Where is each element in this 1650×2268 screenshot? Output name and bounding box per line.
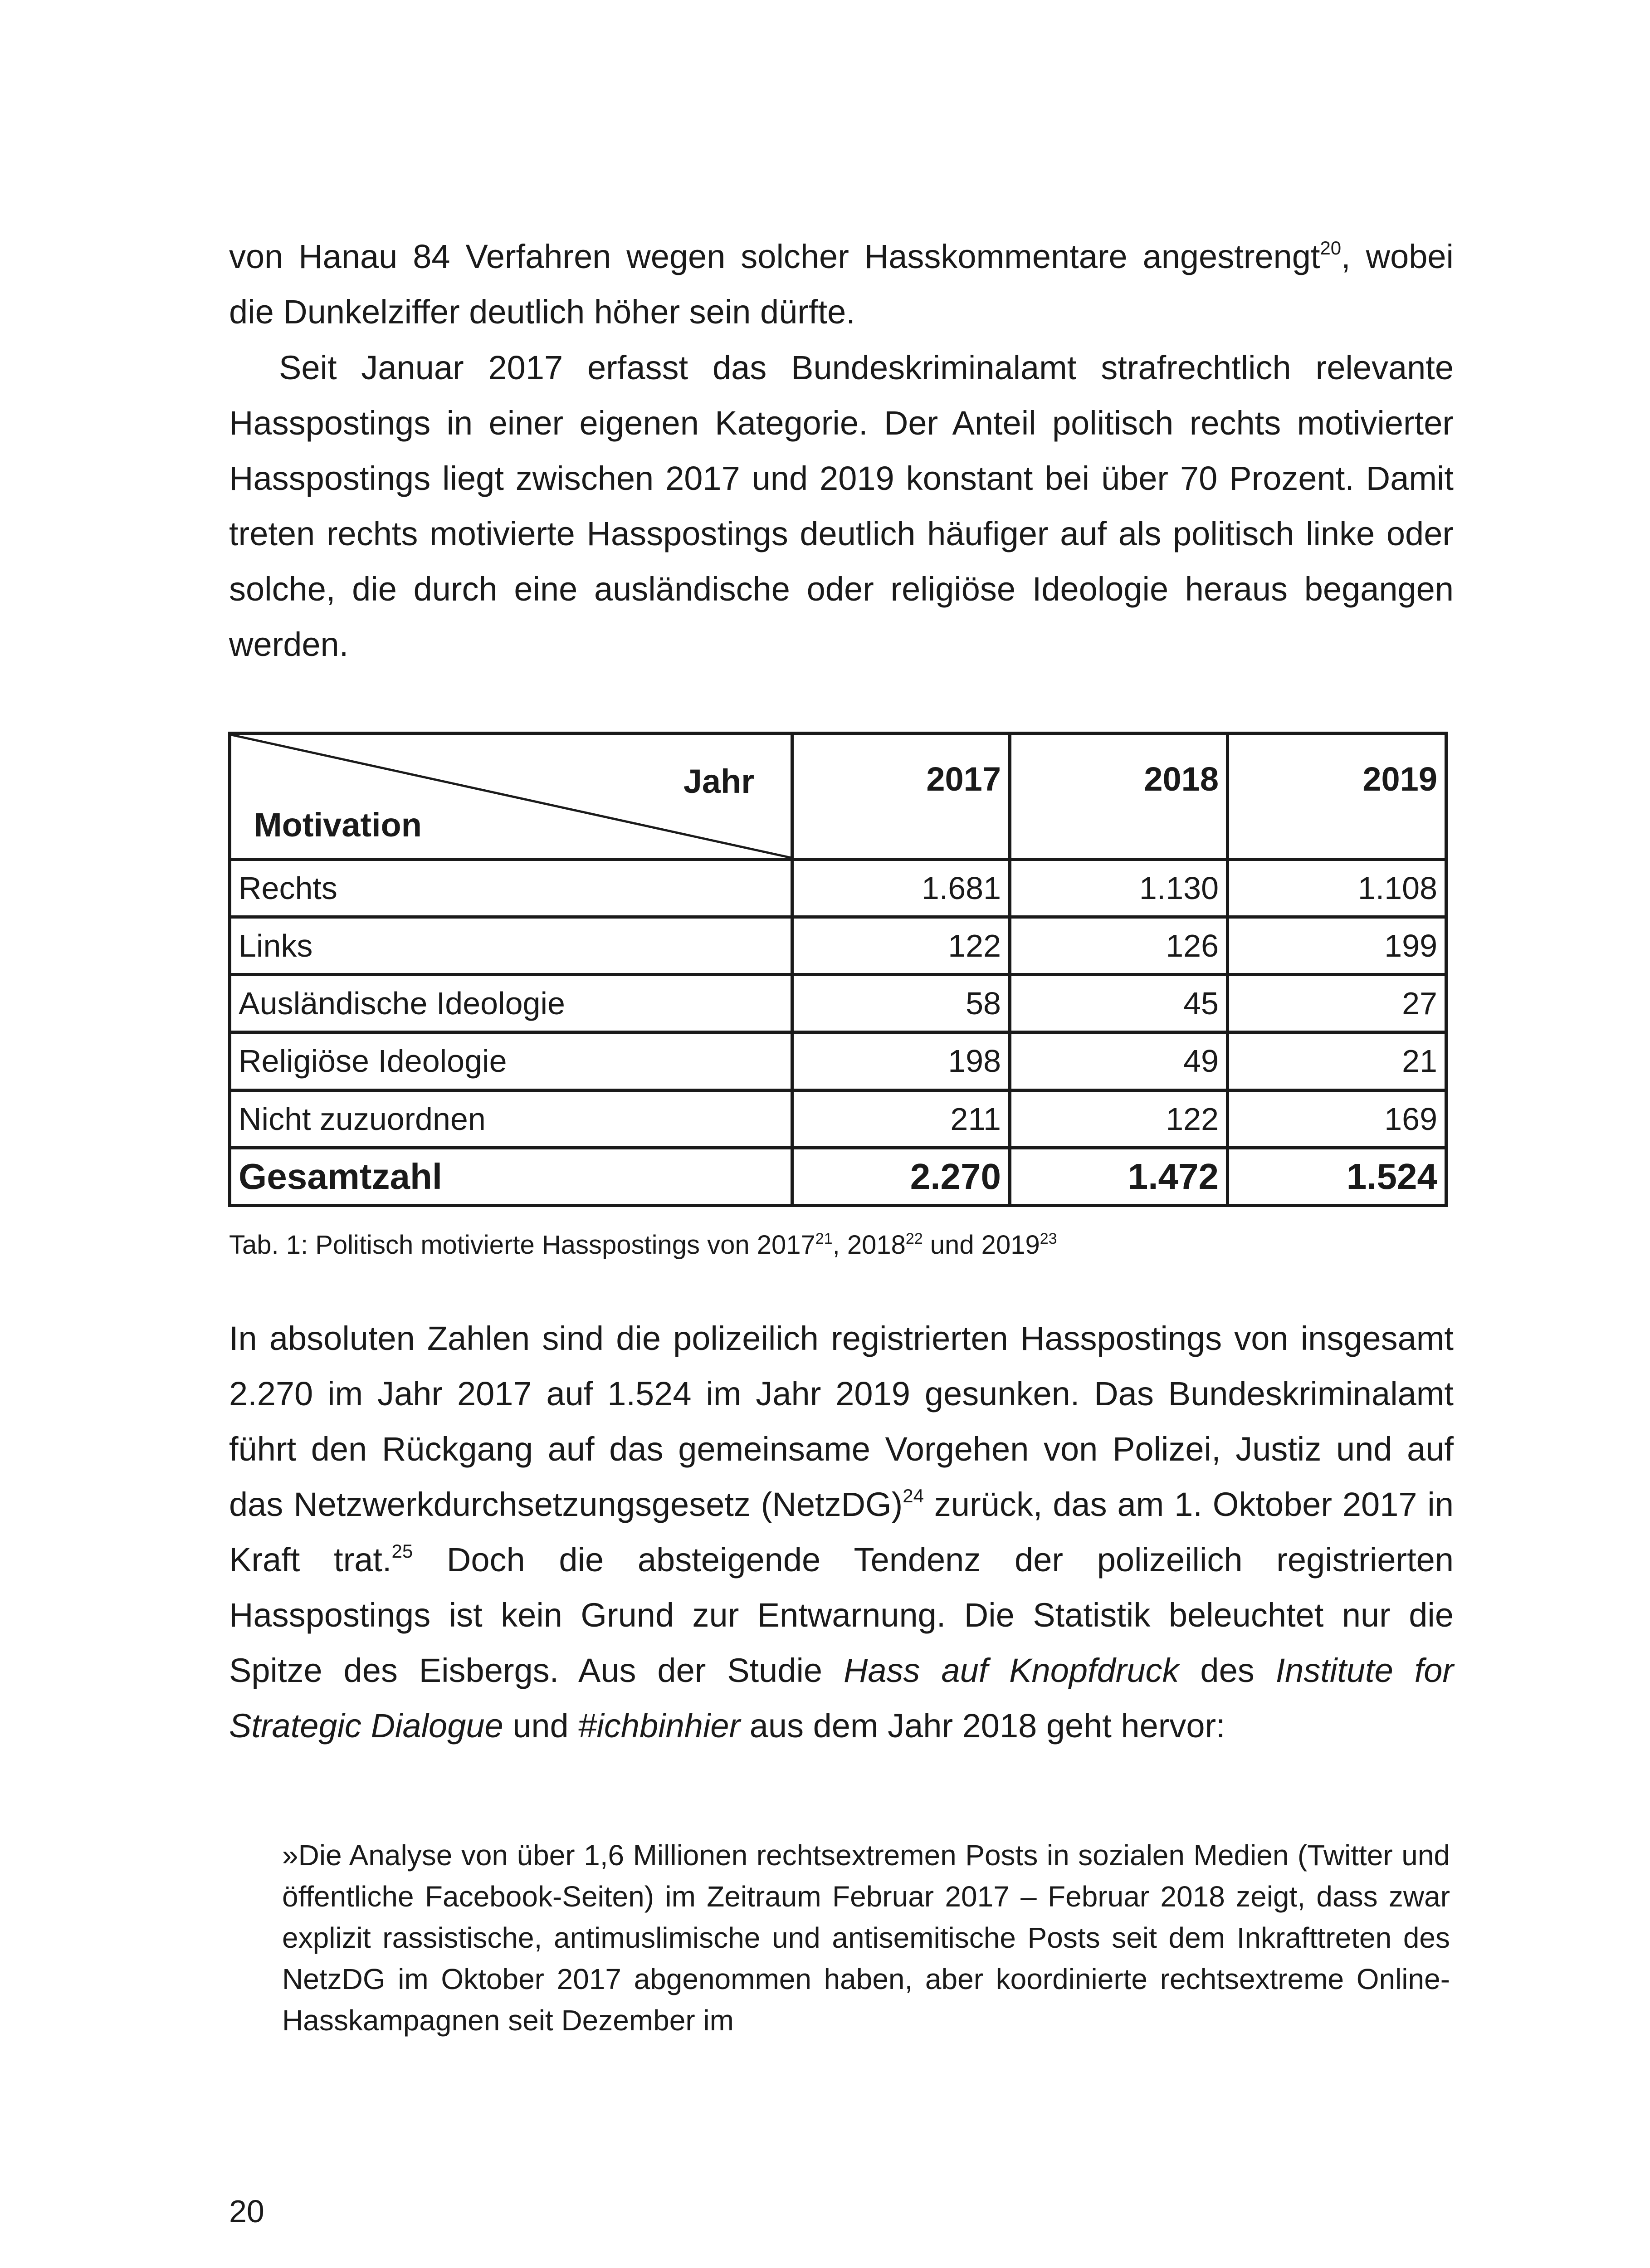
- study-title: Hass auf Knopfdruck: [843, 1652, 1179, 1689]
- table-corner-cell: [230, 733, 792, 860]
- paragraph-bka: Seit Januar 2017 erfasst das Bundeskriminalamt strafrechtlich relevante Hasspostings in einer eigenen Kategorie. Der Anteil politisch rechts motivierter Hasspostings liegt zwischen 2017 und 2019 konstant bei über 70 Prozent. Damit treten rechts motivierte Hasspostings deutlich häufiger auf als politisch linke oder solche, die durch eine ausländische oder religiöse Ideologie heraus begangen werden.: [229, 349, 1454, 663]
- footnote-ref: 23: [1040, 1230, 1057, 1247]
- footnote-ref: 24: [903, 1485, 924, 1506]
- cell-value: 169: [1228, 1090, 1446, 1148]
- table-header-row: [230, 733, 1446, 860]
- table-total-row: [230, 1148, 1446, 1205]
- page-number: 20: [229, 2194, 264, 2229]
- table-row: [230, 975, 1446, 1032]
- footnote-ref: 20: [1320, 237, 1342, 259]
- corner-label-motivation: Motivation: [254, 806, 422, 844]
- total-label: Gesamtzahl: [230, 1148, 792, 1205]
- row-label: Links: [230, 917, 792, 974]
- paragraph-intro: [229, 229, 1454, 340]
- text-span: , wobei die Dunkelziffer deutlich höher sein dürfte.: [229, 238, 1454, 331]
- text-span: aus dem Jahr 2018 geht hervor:: [740, 1707, 1225, 1745]
- paragraph-analysis: [229, 1311, 1454, 1754]
- text-span: zurück, das am 1. Oktober 2017 in Kraft trat.: [229, 1486, 1454, 1579]
- cell-value: 199: [1228, 917, 1446, 974]
- cell-value: 1.130: [1010, 859, 1228, 917]
- text-span: des: [1179, 1652, 1276, 1689]
- row-label: Rechts: [230, 859, 792, 917]
- cell-value: 198: [792, 1032, 1010, 1090]
- cell-value: 1.108: [1228, 859, 1446, 917]
- cell-value: 27: [1228, 975, 1446, 1032]
- total-value: 1.524: [1228, 1148, 1446, 1205]
- footnote-ref: 25: [391, 1540, 413, 1562]
- cell-value: 122: [792, 917, 1010, 974]
- institute-name: Institute for Strategic Dialogue: [229, 1652, 1454, 1745]
- cell-value: 126: [1010, 917, 1228, 974]
- text-span: und: [503, 1707, 578, 1745]
- text-span: Doch die absteigende Tendenz der polizeilich registrierten Hasspostings ist kein Grund zur Entwarnung. Die Statistik beleuchtet nur die Spitze des Eisbergs. Aus der Studie: [229, 1541, 1454, 1689]
- cell-value: 1.681: [792, 859, 1010, 917]
- table-row: [230, 1032, 1446, 1090]
- total-value: 1.472: [1010, 1148, 1228, 1205]
- footnote-ref: 21: [815, 1230, 833, 1247]
- corner-label-year: Jahr: [683, 763, 754, 800]
- caption-text: und 2019: [923, 1230, 1040, 1260]
- total-value: 2.270: [792, 1148, 1010, 1205]
- block-quote: »Die Analyse von über 1,6 Millionen rechtsextremen Posts in sozialen Medien (Twitter und öffentliche Facebook-Seiten) im Zeitraum Februar 2017 – Februar 2018 zeigt, dass zwar explizit rassistische, antimuslimische und antisemitische Posts seit dem Inkrafttreten des NetzDG im Oktober 2017 abgenommen haben, aber koordinierte rechtsextreme Online-Hasskampagnen seit Dezember im: [282, 1839, 1450, 2037]
- initiative-name: #ichbinhier: [578, 1707, 741, 1745]
- cell-value: 49: [1010, 1032, 1228, 1090]
- cell-value: 21: [1228, 1032, 1446, 1090]
- text-span: In absoluten Zahlen sind die polizeilich registrierten Hasspostings von insgesamt 2.270 im Jahr 2017 auf 1.524 im Jahr 2019 gesunken. Das Bundeskriminalamt führt den Rückgang auf das gemeinsame Vorgehen von Polizei, Justiz und auf das Netzwerkdurchsetzungsgesetz (NetzDG): [229, 1320, 1454, 1523]
- cell-value: 45: [1010, 975, 1228, 1032]
- table-row: [230, 1090, 1446, 1148]
- table-row: [230, 859, 1446, 917]
- footnote-ref: 22: [905, 1230, 923, 1247]
- table-row: [230, 917, 1446, 974]
- row-label: Nicht zuzuordnen: [230, 1090, 792, 1148]
- cell-value: 122: [1010, 1090, 1228, 1148]
- cell-value: 58: [792, 975, 1010, 1032]
- year-header-2017: 2017: [792, 733, 1010, 860]
- caption-text: , 2018: [832, 1230, 906, 1260]
- hate-postings-table: [228, 732, 1445, 1207]
- caption-text: Tab. 1: Politisch motivierte Hasspostings von 2017: [229, 1230, 815, 1260]
- text-span: von Hanau 84 Verfahren wegen solcher Hasskommentare angestrengt: [229, 238, 1320, 275]
- year-header-2019: 2019: [1228, 733, 1446, 860]
- year-header-2018: 2018: [1010, 733, 1228, 860]
- table-caption: [229, 1227, 1057, 1263]
- row-label: Ausländische Ideologie: [230, 975, 792, 1032]
- row-label: Religiöse Ideologie: [230, 1032, 792, 1090]
- cell-value: 211: [792, 1090, 1010, 1148]
